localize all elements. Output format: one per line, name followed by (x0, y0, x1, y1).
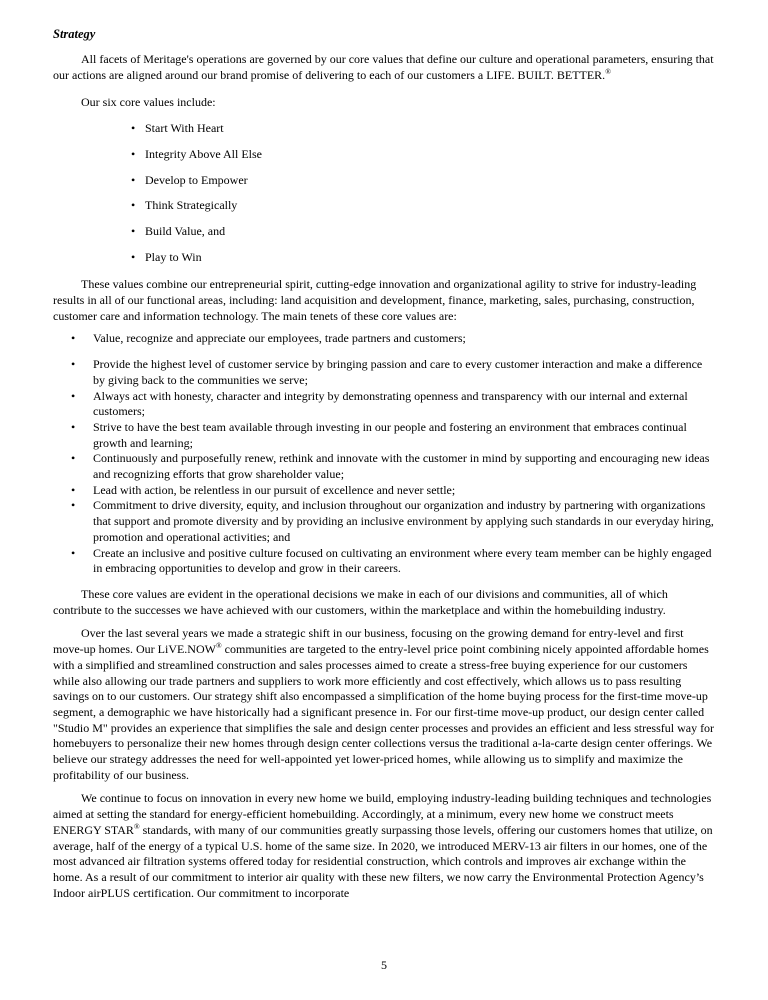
list-item (71, 545, 716, 577)
bullet-icon: • (71, 419, 76, 434)
bullet-icon: • (71, 357, 76, 372)
list-item-text: Lead with action, be relentless in our pursuit of excellence and never settle; (93, 482, 456, 497)
bullet-icon: • (131, 146, 136, 161)
paragraph-innovation: We continue to focus on innovation in every new home we build, employing industry-leading building techniques and technologies aimed at setting the standard for energy-efficient homebuilding. Accordingly, at a minimum, every new home we construct meets ENERGY STAR® standards, with many of our communities greatly surpassing those levels, offering our customers homes that utilize, on average, half of the energy of a typical U.S. home of the same size. In 2020, we introduced MERV-13 air filters in our homes, one of the most advanced air filtration systems offered today for residential construction, which controls and improves air exchange within the home. As a result of our commitment to interior air quality with these new filters, we now carry the Environmental Protection Agency’s Indoor airPLUS certification. Our commitment to incorporate (53, 791, 713, 900)
bullet-icon: • (71, 545, 76, 560)
list-item (71, 331, 716, 347)
list-item-text: Develop to Empower (145, 172, 248, 187)
list-item-text: Start With Heart (145, 121, 224, 136)
paragraph-core-values-lead: Our six core values include: (81, 95, 216, 110)
list-item (71, 357, 716, 388)
list-item (131, 173, 716, 189)
bullet-icon: • (131, 172, 136, 187)
page-number: 5 (381, 958, 387, 972)
list-item (71, 498, 716, 545)
list-item-text: Think Strategically (145, 198, 238, 213)
tenets-list (53, 331, 716, 577)
bullet-icon: • (131, 121, 136, 136)
list-item-text: Create an inclusive and positive culture focused on cultivating an environment where every team member can be highly engaged in embracing opportunities to develop and grow in their careers. (93, 545, 712, 576)
list-item (131, 198, 716, 214)
list-item (131, 147, 716, 163)
list-item-text: Value, recognize and appreciate our employees, trade partners and customers; (93, 331, 466, 346)
list-item-text: Always act with honesty, character and integrity by demonstrating openness and transparency with our internal and external customers; (93, 388, 688, 419)
bullet-icon: • (131, 249, 136, 264)
core-values-list (53, 121, 716, 265)
list-item (131, 250, 716, 266)
section-heading: Strategy (53, 27, 96, 41)
list-item (71, 419, 716, 451)
list-item-text: Play to Win (145, 249, 202, 264)
list-item (71, 451, 716, 482)
list-item (71, 482, 716, 499)
list-item (131, 224, 716, 240)
list-item (71, 388, 716, 420)
list-item-text: Strive to have the best team available through investing in our people and fostering an environment that embraces continual growth and learning; (93, 419, 687, 450)
bullet-icon: • (131, 198, 136, 213)
list-item (131, 121, 716, 137)
list-item-text: Integrity Above All Else (145, 146, 262, 161)
paragraph-intro: All facets of Meritage's operations are governed by our core values that define our culture and operational parameters, ensuring that our actions are aligned around our brand promise of delivering to each of our customers a LIFE. BUILT. BETTER.® (53, 52, 714, 82)
list-item-text: Commitment to drive diversity, equity, and inclusion throughout our organization and industry by partnering with organizations that support and promote diversity and by providing an inclusive environment by applying such standards in our everyday hiring, promotion and operational activities; and (93, 498, 714, 544)
paragraph-evident: These core values are evident in the operational decisions we make in each of our divisions and communities, all of which contribute to the successes we have achieved with our customers, within the marketplace and within the homebuilding industry. (53, 586, 668, 617)
bullet-icon: • (71, 331, 76, 346)
list-item-text: Continuously and purposefully renew, rethink and innovate with the customer in mind by supporting and encouraging new ideas and recognizing efforts that grow shareholder value; (93, 451, 710, 482)
paragraph-strategic-shift: Over the last several years we made a strategic shift in our business, focusing on the growing demand for entry-level and first move-up homes. Our LiVE.NOW® communities are targeted to the entry-level price point combining nicely appointed affordable homes with a simplified and streamlined construction and sales processes aimed to create a stress-free buying experience for our customers while also allowing our trade partners and suppliers to work more efficiently and cost effectively, which allows us to pass resulting savings on to our customers. Our strategy shift also encompassed a simplification of the home buying process for the first-time move-up segment, a demographic we have historically had a significant presence in. For our first-time move-up product, our design center called "Studio M" provides an experience that simplifies the sale and design center processes and provides an efficient and less stressful way for homebuyers to personalize their new homes through design center collections versus the traditional a-la-carte design center offerings. We believe our strategy addresses the need for well-appointed yet lower-priced homes, while allowing us to simplify and maximize the profitability of our business. (53, 626, 715, 782)
bullet-icon: • (71, 482, 76, 497)
bullet-icon: • (131, 223, 136, 238)
bullet-icon: • (71, 388, 76, 403)
list-item-text: Provide the highest level of customer service by bringing passion and care to every customer interaction and make a difference by giving back to the communities we serve; (93, 357, 703, 387)
bullet-icon: • (71, 451, 76, 466)
list-item-text: Build Value, and (145, 223, 226, 238)
paragraph-values-combine: These values combine our entrepreneurial spirit, cutting-edge innovation and organizational agility to strive for industry-leading results in all of our functional areas, including: land acquisition and development, finance, marketing, sales, purchasing, construction, customer care and information technology. The main tenets of these core values are: (53, 277, 697, 323)
bullet-icon: • (71, 498, 76, 513)
